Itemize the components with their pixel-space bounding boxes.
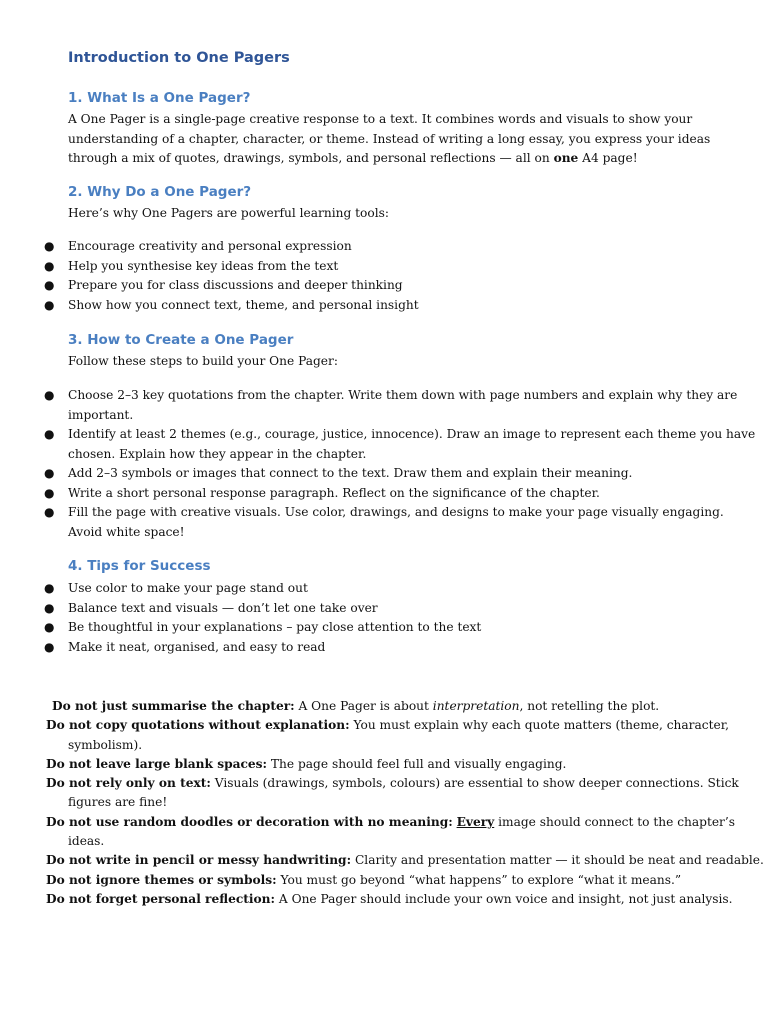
bullet-icon: ● bbox=[44, 600, 55, 615]
list-item: ● Use color to make your page stand out bbox=[0, 579, 768, 599]
page-title: Introduction to One Pagers bbox=[68, 50, 290, 66]
bullet-icon: ● bbox=[44, 485, 55, 500]
dont-item: Do not leave large blank spaces: The page should feel full and visually engaging. bbox=[46, 756, 567, 771]
bullet-icon: ● bbox=[44, 581, 55, 595]
bullet-icon: ● bbox=[44, 239, 55, 253]
dont-item: Do not copy quotations without explanation: You must explain why each quote matters (theme, character, symbolism). bbox=[46, 718, 730, 752]
dont-item: Do not use random doodles or decoration with no meaning: Every image should connect to the chapter’s ideas. bbox=[46, 814, 736, 849]
how-bullet-list bbox=[0, 386, 768, 542]
section-heading-why: 2. Why Do a One Pager? bbox=[68, 184, 252, 200]
paragraph-line-end: A4 page! bbox=[578, 151, 638, 165]
section-heading-tips: 4. Tips for Success bbox=[68, 558, 211, 574]
list-item: ● Add 2–3 symbols or images that connect to the text. Draw them and explain their meaning. bbox=[0, 464, 768, 484]
list-item: ● Balance text and visuals — don’t let one take over bbox=[0, 599, 768, 619]
section-heading-how: 3. How to Create a One Pager bbox=[68, 332, 294, 348]
bullet-icon: ● bbox=[44, 297, 55, 312]
list-item: ● Write a short personal response paragraph. Reflect on the significance of the chapter. bbox=[0, 484, 768, 504]
emphasis-one: one bbox=[553, 151, 579, 165]
list-item: ● Choose 2–3 key quotations from the chapter. Write them down with page numbers and explain why they are important. bbox=[44, 388, 738, 422]
bullet-icon: ● bbox=[44, 258, 55, 273]
dont-item: Do not just summarise the chapter: A One Pager is about interpretation, not retelling the plot. bbox=[52, 699, 660, 713]
list-item: ● Encourage creativity and personal expression bbox=[0, 237, 768, 257]
list-item: ● Make it neat, organised, and easy to read bbox=[0, 638, 768, 658]
paragraph-line: A One Pager is a single-page creative response to a text. It combines words and visuals to show your bbox=[68, 112, 693, 126]
dont-item: Do not forget personal reflection: A One Pager should include your own voice and insight, not just analysis. bbox=[46, 891, 733, 906]
section-why-intro: Here’s why One Pagers are powerful learning tools: bbox=[68, 206, 389, 220]
tips-bullet-list bbox=[0, 579, 768, 657]
emphasis-every: Every bbox=[456, 814, 495, 829]
bullet-icon: ● bbox=[44, 639, 55, 654]
paragraph-line: understanding of a chapter, character, or theme. Instead of writing a long essay, you express your ideas bbox=[68, 131, 711, 146]
list-item: ● Prepare you for class discussions and deeper thinking bbox=[0, 276, 768, 296]
section-what-paragraph bbox=[68, 110, 718, 169]
bullet-icon: ● bbox=[44, 388, 55, 402]
donts-list bbox=[0, 697, 768, 909]
paragraph-line: through a mix of quotes, drawings, symbols, and personal reflections — all on bbox=[68, 151, 554, 165]
bullet-icon: ● bbox=[44, 505, 55, 519]
bullet-icon: ● bbox=[44, 620, 55, 634]
bullet-icon: ● bbox=[44, 427, 55, 441]
section-how-intro: Follow these steps to build your One Pager: bbox=[68, 354, 338, 368]
why-bullet-list bbox=[0, 237, 768, 315]
list-item: ● Identify at least 2 themes (e.g., courage, justice, innocence). Draw an image to represent each theme you have chosen. Explain how they appear in the chapter. bbox=[44, 427, 756, 461]
dont-item: Do not ignore themes or symbols: You must go beyond “what happens” to explore “what it means.” bbox=[46, 872, 682, 887]
dont-item: Do not write in pencil or messy handwriting: Clarity and presentation matter — it should be neat and readable. bbox=[46, 853, 764, 868]
list-item: ● Show how you connect text, theme, and personal insight bbox=[0, 296, 768, 316]
bullet-icon: ● bbox=[44, 278, 55, 292]
list-item: ● Fill the page with creative visuals. Use color, drawings, and designs to make your page visually engaging. Avoid white space! bbox=[44, 505, 724, 539]
dont-item: Do not rely only on text: Visuals (drawings, symbols, colours) are essential to show deeper connections. Stick figures are fine! bbox=[46, 776, 739, 810]
section-heading-what: 1. What Is a One Pager? bbox=[68, 90, 251, 106]
emphasis-interpretation: interpretation bbox=[432, 699, 520, 713]
list-item: ● Help you synthesise key ideas from the text bbox=[0, 257, 768, 277]
list-item: ● Be thoughtful in your explanations – pay close attention to the text bbox=[0, 618, 768, 638]
bullet-icon: ● bbox=[44, 466, 55, 480]
